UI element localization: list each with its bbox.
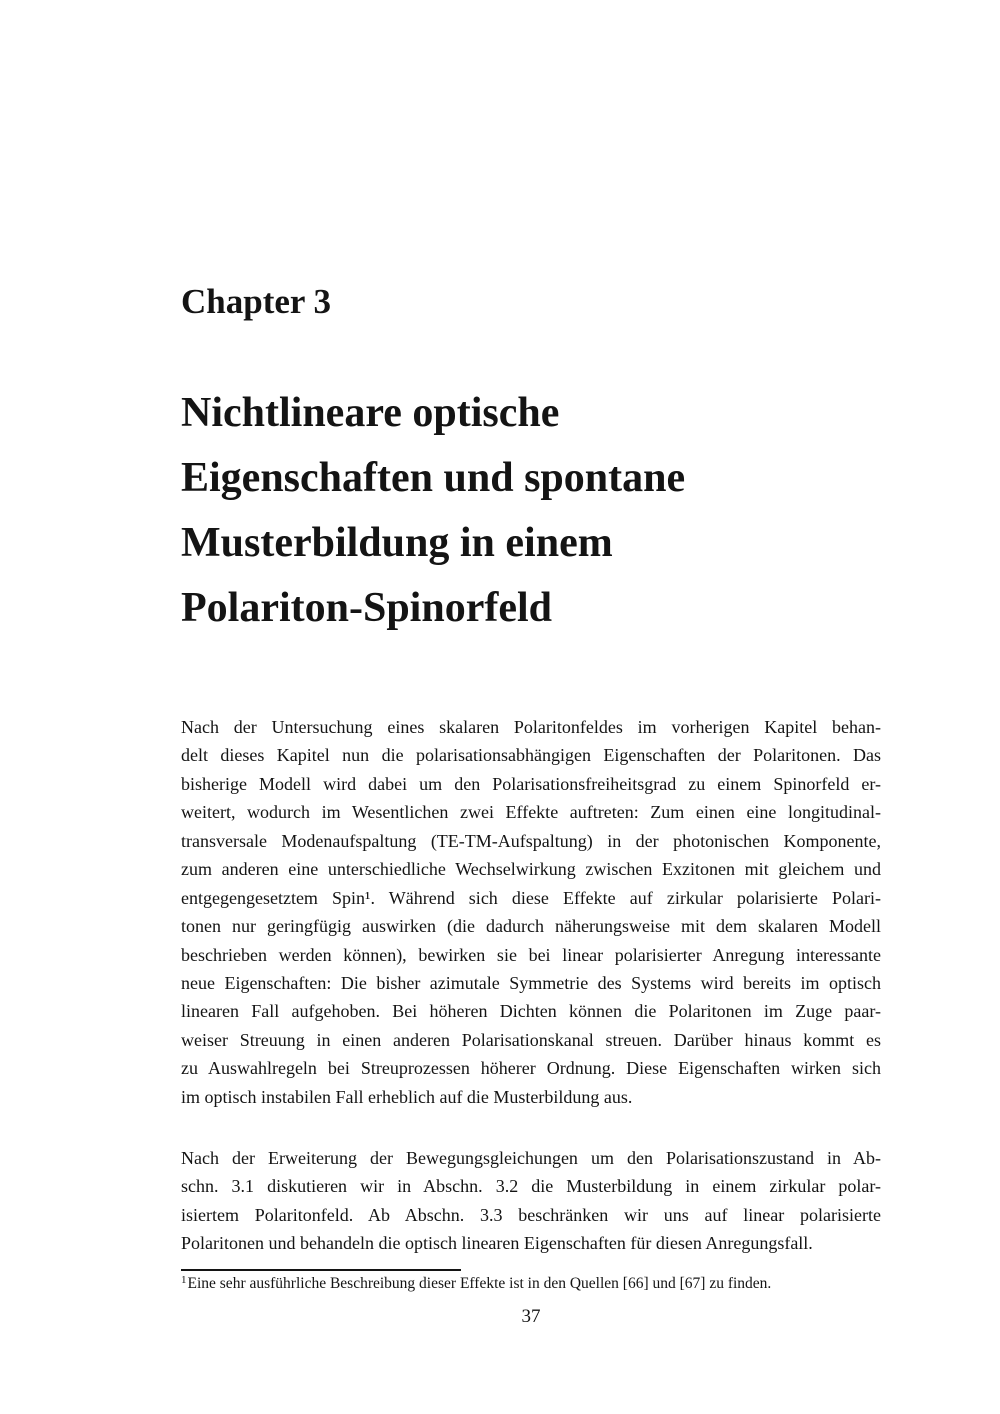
chapter-label: Chapter 3 <box>181 282 332 321</box>
text-line: Polaritonen und behandeln die optisch linearen Eigenschaften für diesen Anregungsfall. <box>181 1233 813 1254</box>
footnote-text: Eine sehr ausführliche Beschreibung dieser Effekte ist in den Quellen [66] und [67] zu finden. <box>187 1275 772 1292</box>
footnote-marker: 1 <box>181 1274 187 1286</box>
text-line: weitert, wodurch im Wesentlichen zwei Effekte auftreten: Zum einen eine longitudinal- <box>181 802 881 823</box>
text-line: isiertem Polaritonfeld. Ab Abschn. 3.3 beschränken wir uns auf linear polarisierte <box>181 1204 881 1225</box>
footnote-divider <box>181 1269 461 1271</box>
text-line: weiser Streuung in einen anderen Polarisationskanal streuen. Darüber hinaus kommt es <box>181 1029 881 1050</box>
text-line: linearen Fall aufgehoben. Bei höheren Dichten können die Polaritonen im Zuge paar- <box>181 1001 881 1022</box>
page-number: 37 <box>521 1306 541 1327</box>
chapter-title-line: Musterbildung in einem <box>181 520 613 566</box>
text-line: neue Eigenschaften: Die bisher azimutale Symmetrie des Systems wird bereits im optisch <box>181 972 881 993</box>
text-line: Nach der Untersuchung eines skalaren Polaritonfeldes im vorherigen Kapitel behan- <box>181 717 881 737</box>
text-line: schn. 3.1 diskutieren wir in Abschn. 3.2 die Musterbildung in einem zirkular polar- <box>181 1176 881 1197</box>
chapter-title-line: Polariton-Spinorfeld <box>181 585 553 631</box>
text-line: Nach der Erweiterung der Bewegungsgleichungen um den Polarisationszustand in Ab- <box>181 1148 881 1168</box>
text-line: tonen nur geringfügig auswirken (die dadurch näherungsweise mit dem skalaren Modell <box>181 916 881 937</box>
text-line: im optisch instabilen Fall erheblich auf die Musterbildung aus. <box>181 1086 633 1107</box>
chapter-title <box>181 381 941 641</box>
text-line: transversale Modenaufspaltung (TE-TM-Aufspaltung) in der photonischen Komponente, <box>181 830 881 851</box>
text-line: entgegengesetztem Spin¹. Während sich diese Effekte auf zirkular polarisierte Polari- <box>181 887 881 908</box>
text-line: delt dieses Kapitel nun die polarisationsabhängigen Eigenschaften der Polaritonen. Das <box>181 745 881 766</box>
chapter-title-line: Nichtlineare optische <box>181 390 560 436</box>
footnote <box>181 1273 881 1296</box>
body-paragraph-1 <box>181 713 881 1111</box>
text-line: beschrieben werden können), bewirken sie bei linear polarisierter Anregung interessante <box>181 944 881 965</box>
body-paragraph-2 <box>181 1144 881 1258</box>
text-line: zu Auswahlregeln bei Streuprozessen höherer Ordnung. Diese Eigenschaften wirken sich <box>181 1058 881 1079</box>
text-line: bisherige Modell wird dabei um den Polarisationsfreiheitsgrad zu einem Spinorfeld er- <box>181 773 881 794</box>
chapter-title-line: Eigenschaften und spontane <box>181 455 686 501</box>
text-line: zum anderen eine unterschiedliche Wechselwirkung zwischen Exzitonen mit gleichem und <box>181 859 881 880</box>
